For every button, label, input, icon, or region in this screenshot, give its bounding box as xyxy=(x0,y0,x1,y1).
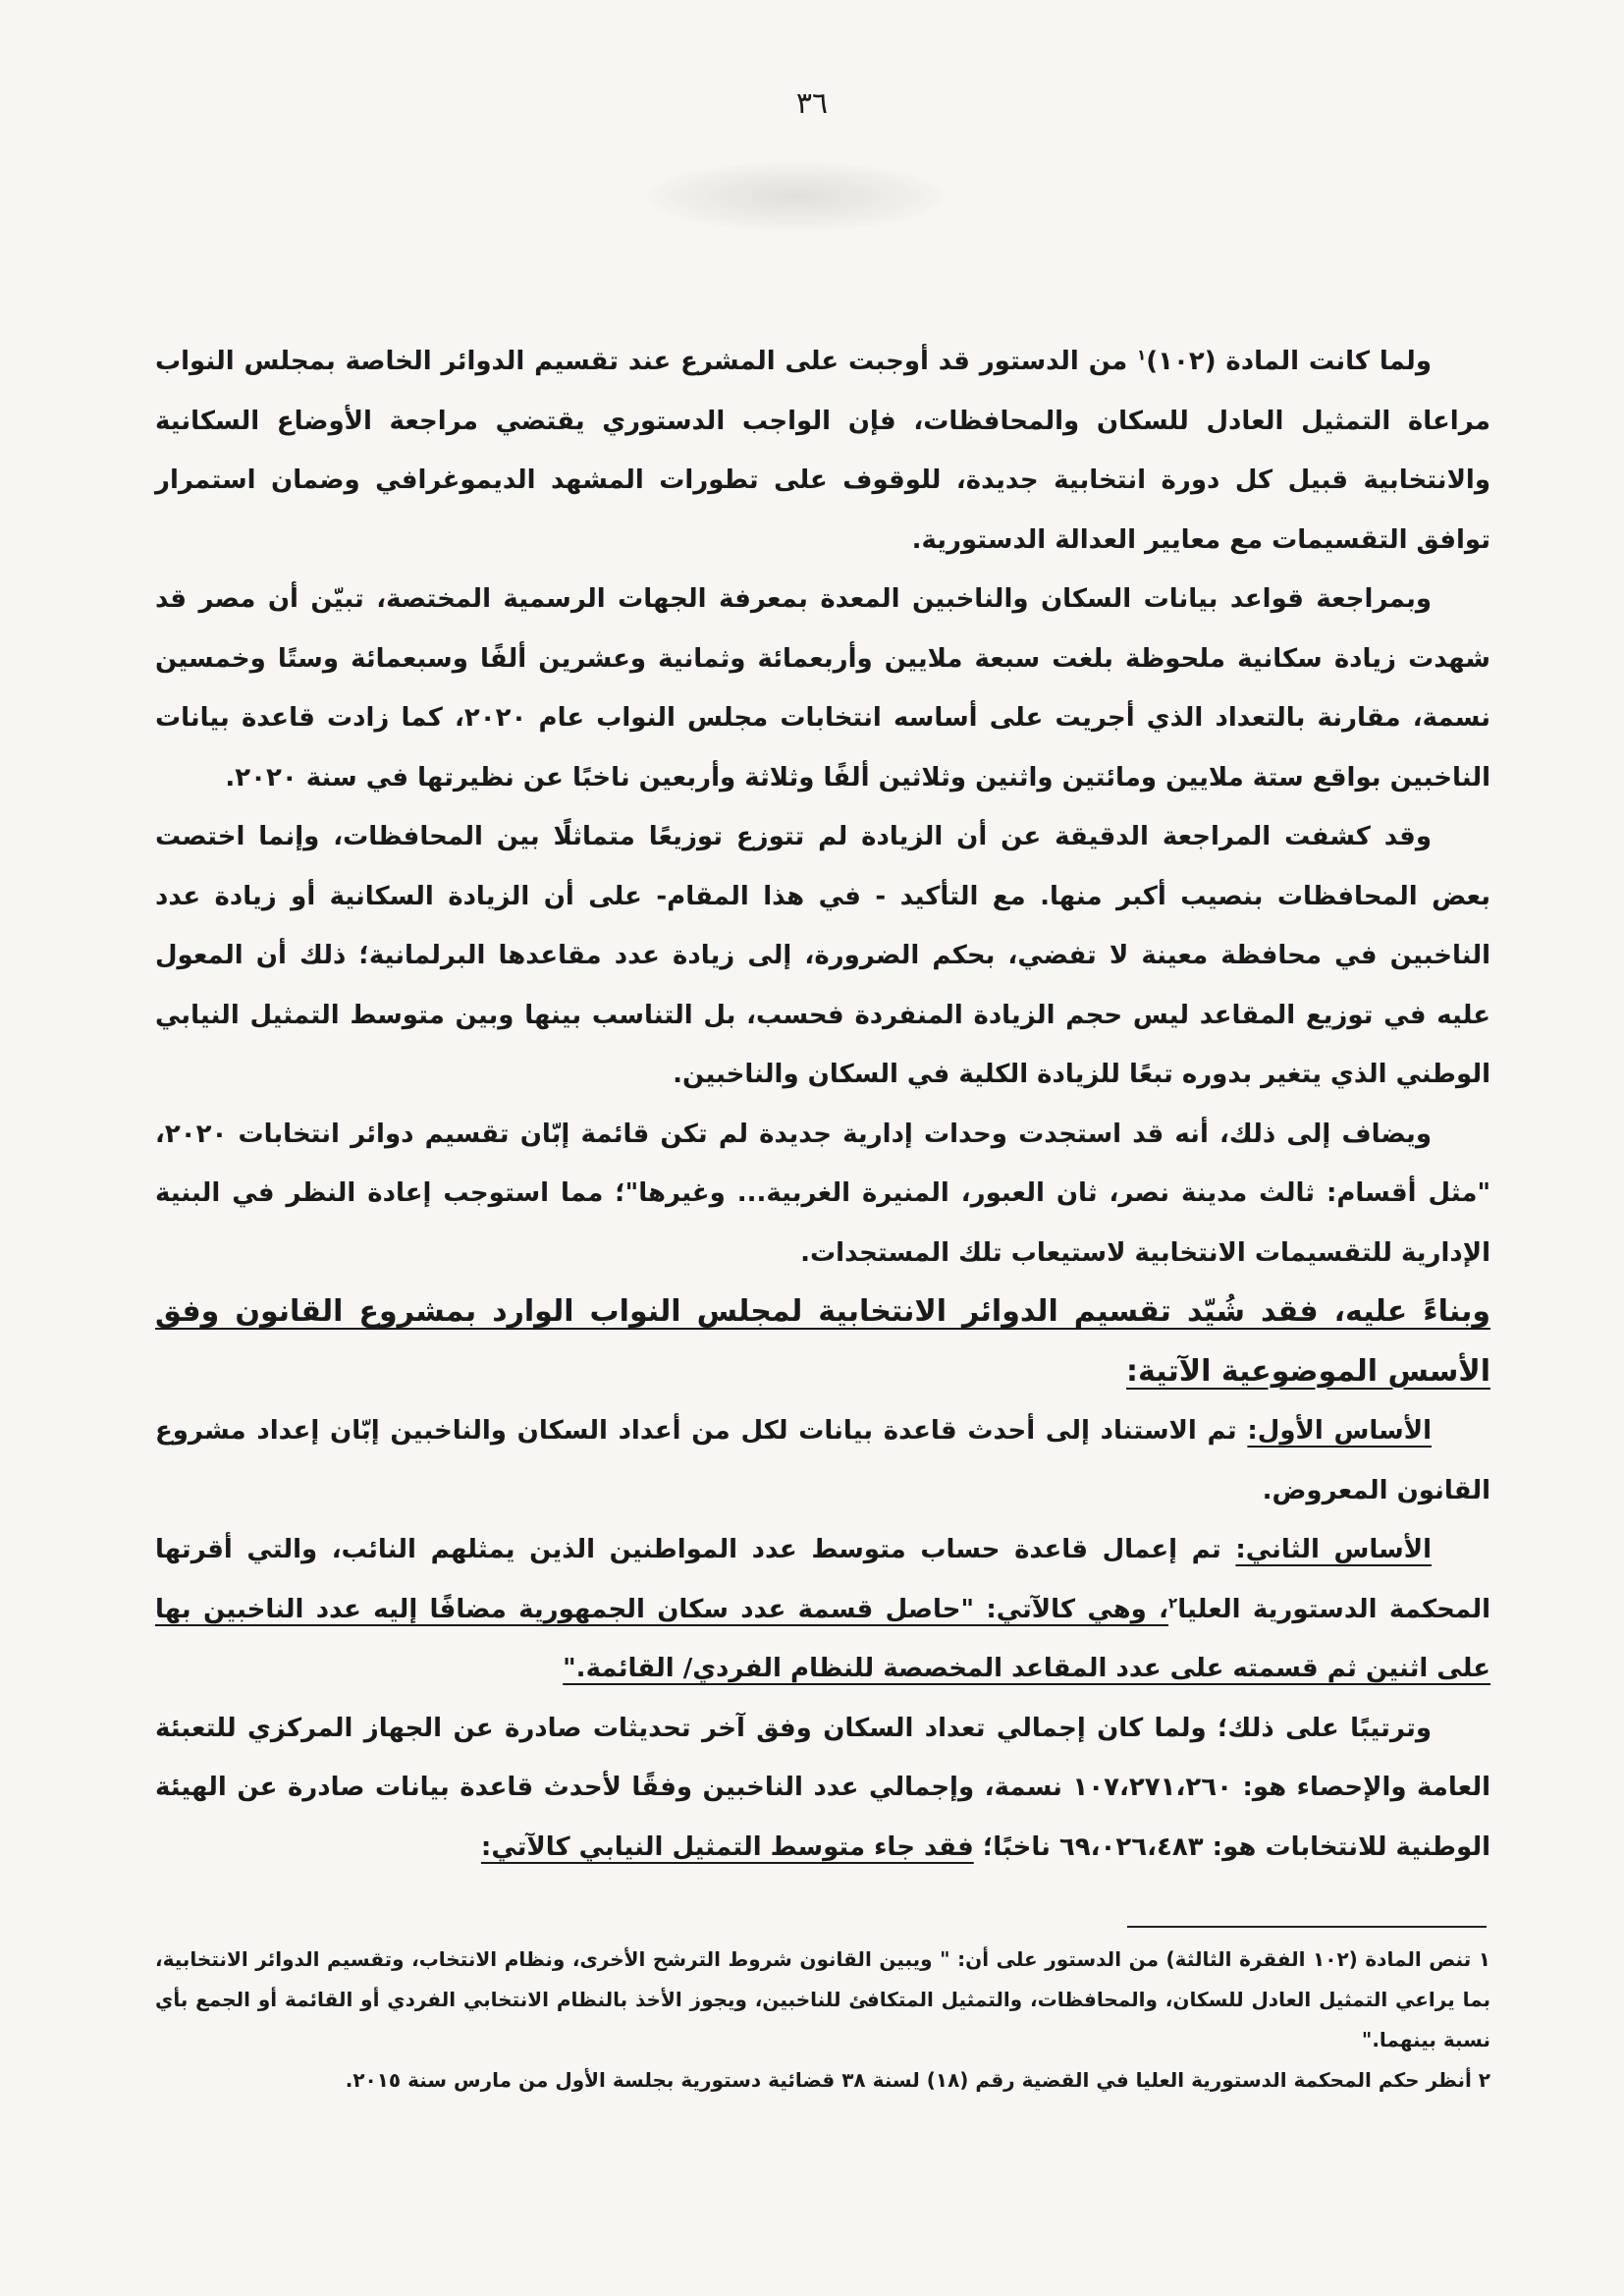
footnote-ref-1: ١ xyxy=(1137,346,1147,364)
basis-two-text-a: تم إعمال قاعدة حساب متوسط عدد المواطنين الذين يمثلهم النائب، والتي أقرتها المحكمة الدستورية العليا xyxy=(155,1535,1491,1624)
footnote-divider xyxy=(1127,1926,1487,1928)
basis-one-label: الأساس الأول: xyxy=(1247,1416,1432,1446)
footnote-1: ١ تنص المادة (١٠٢ الفقرة الثالثة) من الدستور على أن: " ويبين القانون شروط الترشح الأخرى، ونظام الانتخاب، وتقسيم الدوائر الانتخابية، بما يراعي التمثيل العادل للسكان، والمحافظات، والتمثيل المتكافئ للناخبين، ويجوز الأخذ بالنظام الانتخابي الفردي أو القائمة أو الجمع بأي نسبة بينهما." xyxy=(155,1947,1491,2051)
paragraph-article-102 xyxy=(155,332,1490,570)
basis-one-text: تم الاستناد إلى أحدث قاعدة بيانات لكل من أعداد السكان والناخبين إبّان إعداد مشروع القانون المعروض. xyxy=(155,1416,1490,1505)
paragraph-representation-average xyxy=(155,1699,1490,1878)
paragraph-1-opening: ولما كانت المادة (١٠٢) xyxy=(1146,347,1432,376)
scan-smudge xyxy=(648,162,943,231)
footnote-ref-2: ٢ xyxy=(1168,1593,1178,1612)
paragraph-basis-one xyxy=(155,1401,1490,1520)
paragraph-population-review: وبمراجعة قواعد بيانات السكان والناخبين المعدة بمعرفة الجهات الرسمية المختصة، تبيّن أن مصر قد شهدت زيادة سكانية ملحوظة بلغت سبعة ملايين وأربعمائة وثمانية وعشرين ألفًا وسبعمائة وستًا وخمسين نسمة، مقارنة بالتعداد الذي أجريت على أساسه انتخابات مجلس النواب عام ٢٠٢٠، كما زادت قاعدة بيانات الناخبين بواقع ستة ملايين ومائتين واثنين وثلاثين ألفًا وثلاثة وأربعين ناخبًا عن نظيرتها في سنة ٢٠٢٠. xyxy=(155,584,1491,793)
basis-two-label: الأساس الثاني: xyxy=(1235,1535,1432,1564)
paragraph-basis-two xyxy=(155,1520,1490,1699)
footnote-2: ٢ أنظر حكم المحكمة الدستورية العليا في القضية رقم (١٨) لسنة ٣٨ قضائية دستورية بجلسة الأول من مارس سنة ٢٠١٥. xyxy=(345,2068,1490,2092)
paragraph-1-rest: من الدستور قد أوجبت على المشرع عند تقسيم الدوائر الخاصة بمجلس النواب مراعاة التمثيل العادل للسكان والمحافظات، فإن الواجب الدستوري يقتضي مراجعة الأوضاع السكانية والانتخابية قبيل كل دورة انتخابية جديدة، للوقوف على تطورات المشهد الديموغرافي وضمان استمرار توافق التقسيمات مع معايير العدالة الدستورية. xyxy=(155,347,1490,555)
section-heading-objective-bases: وبناءً عليه، فقد شُيّد تقسيم الدوائر الانتخابية لمجلس النواب الوارد بمشروع القانون وفق الأسس الموضوعية الآتية: xyxy=(155,1294,1490,1389)
page-number: ٣٦ xyxy=(795,86,829,121)
representation-average-emphasis: فقد جاء متوسط التمثيل النيابي كالآتي: xyxy=(480,1831,974,1862)
paragraph-distribution-review: وقد كشفت المراجعة الدقيقة عن أن الزيادة لم تتوزع توزيعًا متماثلًا بين المحافظات، وإنما اختصت بعض المحافظات بنصيب أكبر منها. مع التأكيد - في هذا المقام- على أن الزيادة السكانية أو زيادة عدد الناخبين في محافظة معينة لا تفضي، بحكم الضرورة، إلى زيادة عدد مقاعدها البرلمانية؛ ذلك أن المعول عليه في توزيع المقاعد ليس حجم الزيادة المنفردة فحسب، بل التناسب بينها وبين متوسط التمثيل النيابي الوطني الذي يتغير بدوره تبعًا للزيادة الكلية في السكان والناخبين. xyxy=(155,822,1490,1089)
paragraph-new-administrative-units: ويضاف إلى ذلك، أنه قد استجدت وحدات إدارية جديدة لم تكن قائمة إبّان تقسيم دوائر انتخابات ٢٠٢٠، "مثل أقسام: ثالث مدينة نصر، ثان العبور، المنيرة الغربية... وغيرها"؛ مما استوجب إعادة النظر في البنية الإدارية للتقسيمات الانتخابية لاستيعاب تلك المستجدات. xyxy=(155,1119,1490,1268)
paragraph-8-text: وترتيبًا على ذلك؛ ولما كان إجمالي تعداد السكان وفق آخر تحديثات صادرة عن الجهاز المركزي للتعبئة العامة والإحصاء هو: ١٠٧،٢٧١،٢٦٠ نسمة، وإجمالي عدد الناخبين وفقًا لأحدث قاعدة بيانات صادرة عن الهيئة الوطنية للانتخابات هو: ٦٩،٠٢٦،٤٨٣ ناخبًا؛ xyxy=(155,1713,1490,1862)
document-body xyxy=(155,332,1490,1877)
basis-two-formula: ، وهي كالآتي: "حاصل قسمة عدد سكان الجمهورية مضافًا إليه عدد الناخبين بها على اثنين ثم قسمته على عدد المقاعد المخصصة للنظام الفردي/ القائمة." xyxy=(155,1594,1490,1683)
footnotes xyxy=(155,1940,1490,2101)
